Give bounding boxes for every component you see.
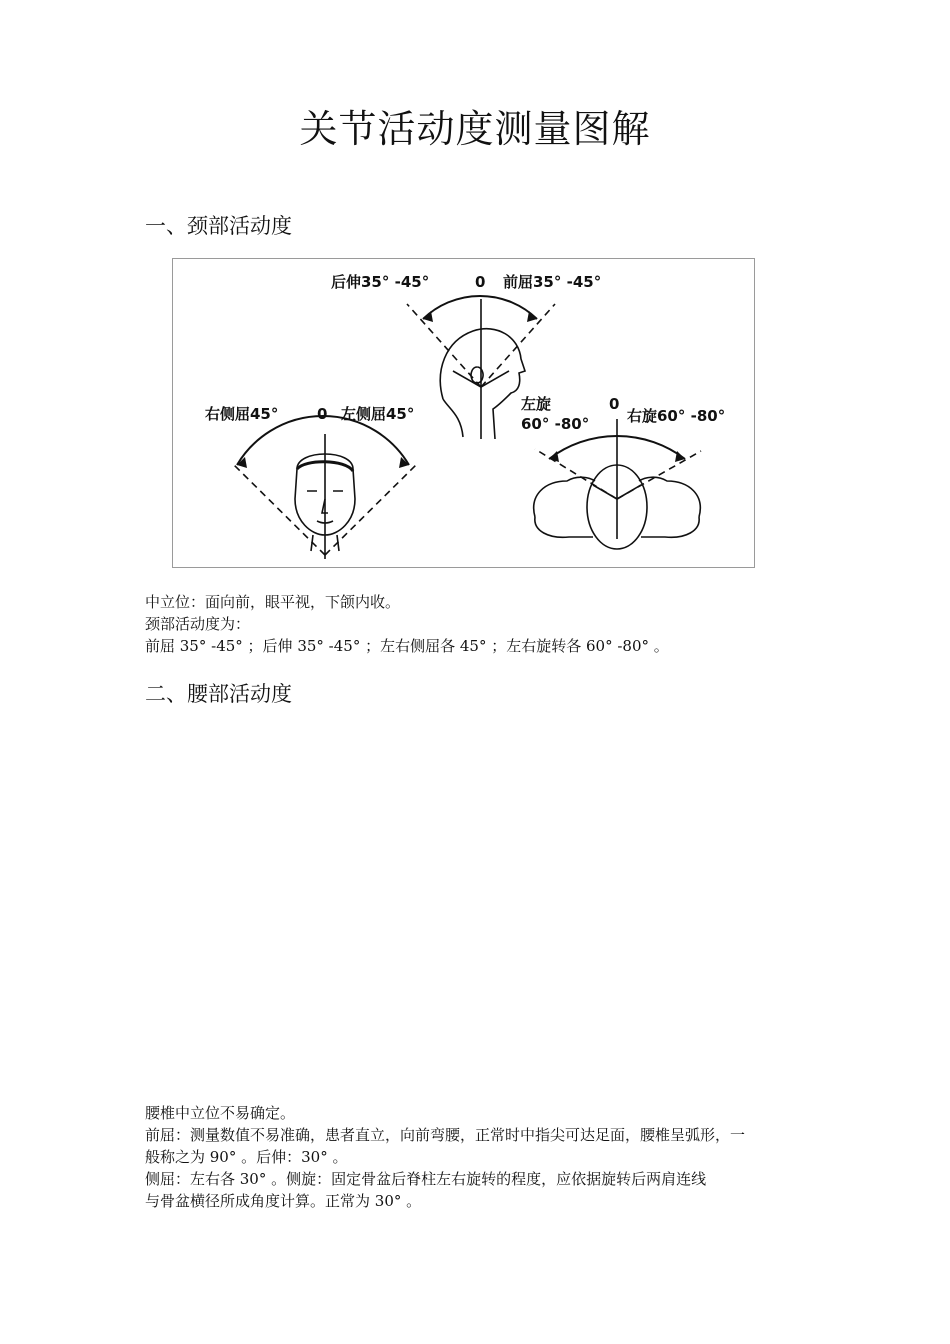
lumbar-line-5: 与骨盆横径所成角度计算。正常为 30° 。	[145, 1192, 422, 1210]
neck-rom-intro-line: 颈部活动度为：	[145, 615, 251, 633]
lumbar-description	[145, 1102, 745, 1212]
neck-rom-diagram	[173, 259, 754, 567]
label-zero-top: 0	[475, 273, 486, 291]
label-right-lateral: 右侧屈45°	[205, 405, 279, 423]
front-head-drawing	[233, 416, 417, 559]
label-right-rotation: 右旋60° -80°	[627, 407, 726, 425]
neck-rom-values-line: 前屈 35° -45° ；后伸 35° -45° ；左右侧屈各 45° ；左右旋转各 60° -80° 。	[145, 637, 669, 655]
lumbar-line-4: 侧屈：左右各 30° 。侧旋：固定骨盆后脊柱左右旋转的程度，应依据旋转后两肩连线	[145, 1170, 707, 1188]
top-head-drawing	[534, 419, 701, 549]
label-left-rotation-line2: 60° -80°	[521, 415, 590, 433]
lumbar-line-3: 般称之为 90° 。后伸：30° 。	[145, 1148, 348, 1166]
neck-neutral-line: 中立位：面向前，眼平视，下颌内收。	[145, 593, 401, 611]
label-left-rotation-line1: 左旋	[521, 395, 552, 413]
section-heading-neck: 一、颈部活动度	[145, 214, 292, 238]
neck-rom-figure	[172, 258, 755, 568]
lumbar-line-1: 腰椎中立位不易确定。	[145, 1104, 296, 1122]
neck-description	[145, 591, 669, 657]
label-zero-left: 0	[317, 405, 328, 423]
label-back-extension: 后伸35° -45°	[331, 273, 430, 291]
page-title: 关节活动度测量图解	[299, 107, 651, 151]
label-forward-flexion: 前屈35° -45°	[503, 273, 602, 291]
label-left-lateral: 左侧屈45°	[341, 405, 415, 423]
label-zero-right: 0	[609, 395, 620, 413]
section-heading-lumbar: 二、腰部活动度	[145, 682, 292, 706]
lumbar-line-2: 前屈：测量数值不易准确，患者直立，向前弯腰，正常时中指尖可达足面，腰椎呈弧形，一	[145, 1126, 746, 1144]
